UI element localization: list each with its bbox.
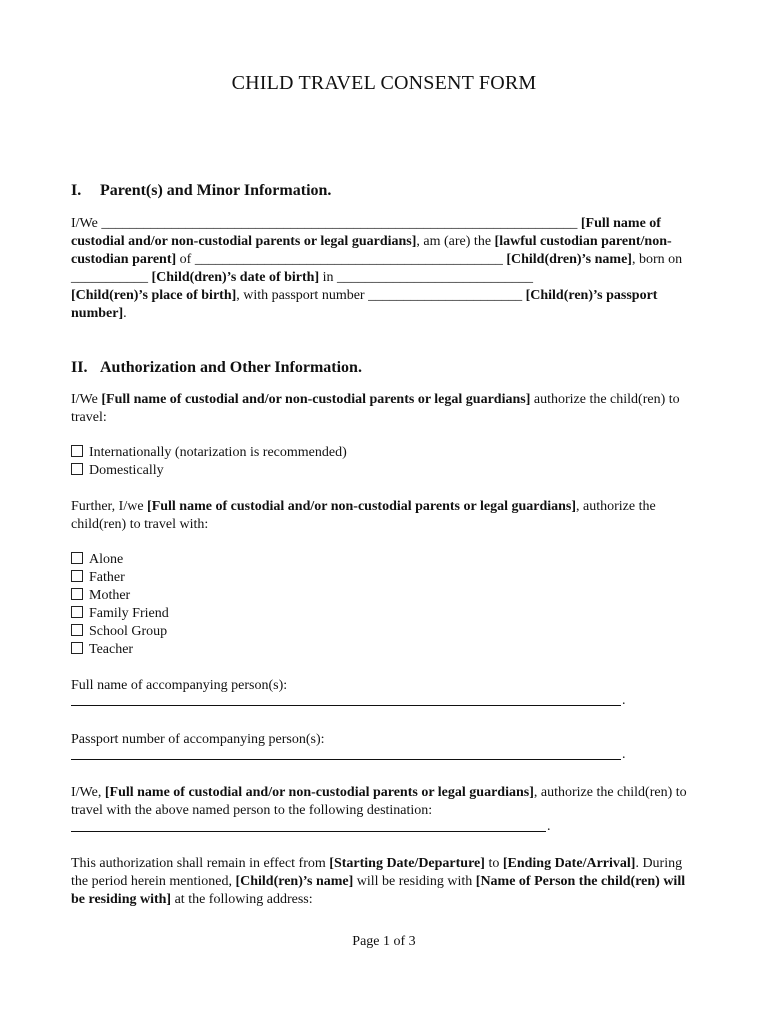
- checkbox-school-group[interactable]: [71, 624, 83, 636]
- text: I/We: [71, 392, 102, 407]
- text: I/We,: [71, 785, 105, 800]
- checklist-label: Father: [89, 570, 125, 585]
- placeholder: [Full name of custodial and/or non-custodial parents or legal guardians]: [71, 216, 661, 249]
- page-number: Page 1 of 3: [352, 934, 416, 949]
- line-period: .: [622, 693, 626, 708]
- birth-place-blank[interactable]: ____________________________: [337, 270, 534, 285]
- placeholder: [lawful custodian parent/non-custodian parent]: [71, 234, 672, 267]
- checklist-label: Mother: [89, 588, 131, 603]
- checkbox-mother[interactable]: [71, 588, 83, 600]
- checklist-item: [71, 587, 169, 605]
- text: . During the period herein mentioned,: [71, 856, 683, 889]
- text: Further, I/we: [71, 499, 148, 514]
- checklist-item: [71, 551, 169, 569]
- destination-field[interactable]: [71, 831, 546, 832]
- companion-checklist: [71, 551, 169, 659]
- placeholder: [Child(ren)’s name]: [235, 874, 354, 889]
- parent-minor-paragraph: [71, 215, 701, 323]
- placeholder: [Full name of custodial and/or non-custodial parents or legal guardians]: [147, 499, 577, 514]
- checklist-label: Internationally (notarization is recommended): [89, 445, 347, 460]
- checkbox-international[interactable]: [71, 445, 83, 457]
- placeholder: [Full name of custodial and/or non-custodial parents or legal guardians]: [101, 392, 531, 407]
- text: at the following address:: [171, 892, 313, 907]
- authorize-travel-paragraph: [71, 391, 701, 427]
- accompanying-passport-field[interactable]: [71, 759, 621, 760]
- birth-date-blank[interactable]: ___________: [71, 270, 148, 285]
- checklist-item: [71, 462, 347, 480]
- text: This authorization shall remain in effect from: [71, 856, 330, 871]
- placeholder: [Child(dren)’s date of birth]: [148, 270, 320, 285]
- checkbox-domestic[interactable]: [71, 463, 83, 475]
- text: I/We: [71, 216, 102, 231]
- placeholder: [Child(dren)’s name]: [502, 252, 632, 267]
- text: .: [123, 306, 127, 321]
- checklist-label: Domestically: [89, 463, 164, 478]
- text: , born on: [631, 252, 683, 267]
- placeholder: [Name of Person the child(ren) will be residing with]: [71, 874, 686, 907]
- checklist-label: Family Friend: [89, 606, 169, 621]
- section-2-title: Authorization and Other Information.: [100, 359, 362, 376]
- child-name-blank[interactable]: ____________________________________________: [194, 252, 503, 267]
- accompanying-passport-label: Passport number of accompanying person(s):: [71, 732, 325, 747]
- placeholder: [Child(ren)’s passport number]: [71, 288, 658, 321]
- parent-name-blank[interactable]: ____________________________________________________________________: [101, 216, 578, 231]
- checkbox-family-friend[interactable]: [71, 606, 83, 618]
- travel-type-checklist: [71, 444, 347, 480]
- text: in: [319, 270, 338, 285]
- placeholder: [Full name of custodial and/or non-custodial parents or legal guardians]: [104, 785, 534, 800]
- checkbox-alone[interactable]: [71, 552, 83, 564]
- line-period: .: [547, 819, 551, 834]
- text: will be residing with: [353, 874, 476, 889]
- accompanying-name-label: Full name of accompanying person(s):: [71, 678, 288, 693]
- text: of: [176, 252, 195, 267]
- text: , authorize the child(ren) to travel with the above named person to the following destination:: [71, 785, 687, 818]
- checklist-item: [71, 641, 169, 659]
- placeholder: [Ending Date/Arrival]: [502, 856, 636, 871]
- checklist-label: Teacher: [89, 642, 134, 657]
- checklist-item: [71, 569, 169, 587]
- accompanying-name-field[interactable]: [71, 705, 621, 706]
- passport-number-blank[interactable]: ______________________: [368, 288, 523, 303]
- placeholder: [Starting Date/Departure]: [329, 856, 485, 871]
- placeholder: [Child(ren)’s place of birth]: [71, 288, 237, 303]
- form-title: CHILD TRAVEL CONSENT FORM: [231, 72, 537, 94]
- authorization-period-paragraph: [71, 855, 701, 909]
- text: , with passport number: [236, 288, 369, 303]
- checkbox-teacher[interactable]: [71, 642, 83, 654]
- checklist-label: Alone: [89, 552, 124, 567]
- checklist-item: [71, 605, 169, 623]
- line-period: .: [622, 747, 626, 762]
- section-1-heading: [71, 182, 331, 200]
- text: , authorize the child(ren) to travel with:: [71, 499, 656, 532]
- destination-paragraph: [71, 784, 701, 820]
- section-1-title: Parent(s) and Minor Information.: [100, 182, 332, 199]
- travel-with-paragraph: [71, 498, 701, 534]
- text: authorize the child(ren) to travel:: [71, 392, 680, 425]
- text: to: [484, 856, 503, 871]
- section-1-number: I.: [71, 182, 82, 199]
- checkbox-father[interactable]: [71, 570, 83, 582]
- text: , am (are) the: [416, 234, 495, 249]
- checklist-item: [71, 623, 169, 641]
- section-2-number: II.: [71, 359, 88, 376]
- checklist-label: School Group: [89, 624, 168, 639]
- checklist-item: [71, 444, 347, 462]
- section-2-heading: [71, 359, 362, 377]
